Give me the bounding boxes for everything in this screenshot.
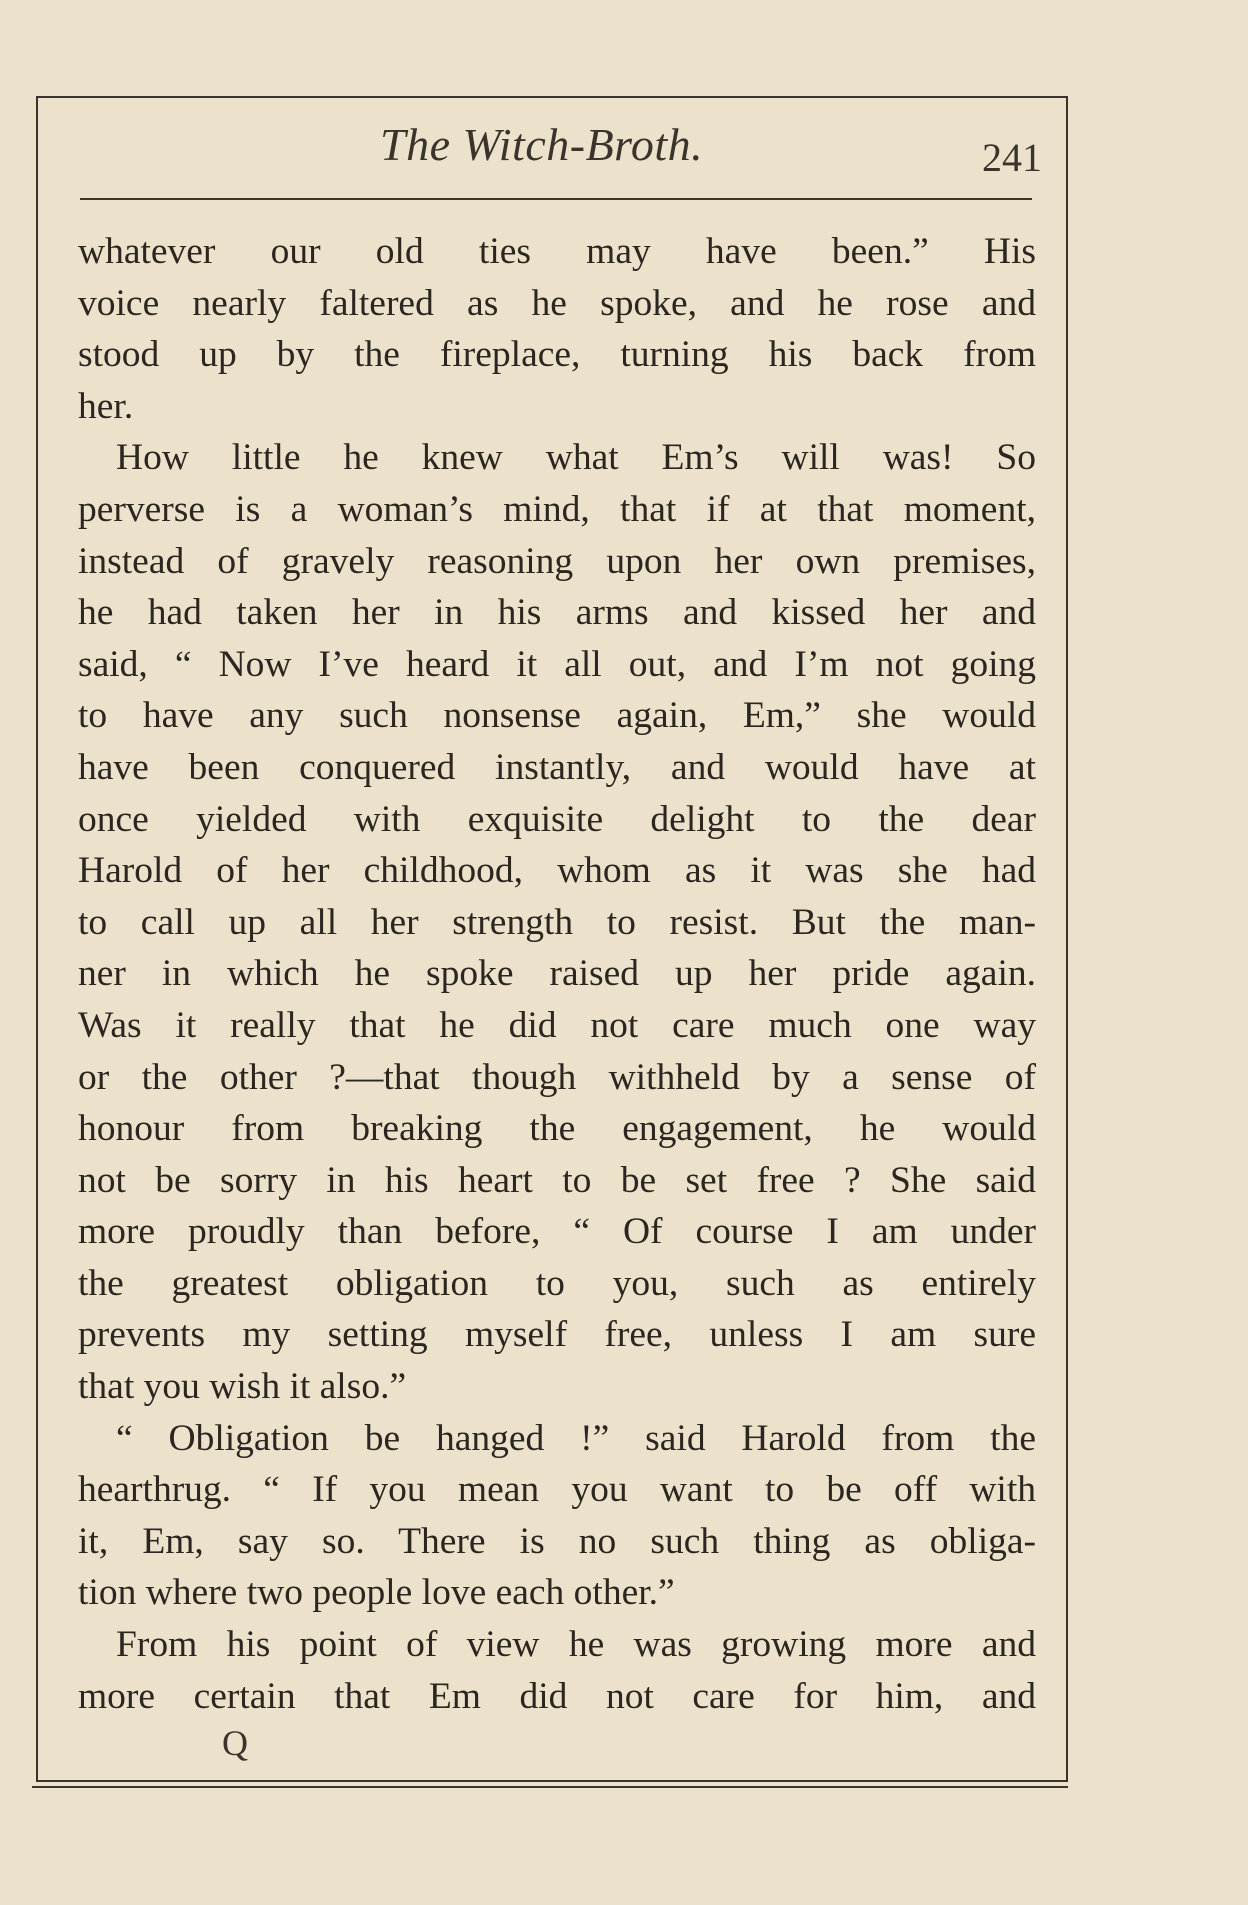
running-title: The Witch-Broth.: [380, 119, 704, 170]
text-line: said, “ Now I’ve heard it all out, and I’m not going: [78, 643, 1036, 685]
text-line: stood up by the fireplace, turning his back from: [78, 334, 1036, 376]
text-line: “ Obligation be hanged !” said Harold from the: [116, 1417, 1036, 1459]
text-line: honour from breaking the engagement, he would: [78, 1108, 1036, 1150]
text-line: perverse is a woman’s mind, that if at that moment,: [78, 488, 1036, 530]
text-line: Was it really that he did not care much one way: [78, 1004, 1036, 1046]
text-line: or the other ?—that though withheld by a sense of: [78, 1056, 1036, 1098]
text-line: once yielded with exquisite delight to the dear: [78, 798, 1036, 840]
header-rule: [80, 198, 1032, 200]
text-line: to have any such nonsense again, Em,” she would: [78, 695, 1036, 737]
running-head: [0, 118, 1248, 178]
text-line: it, Em, say so. There is no such thing as obliga-: [78, 1520, 1036, 1562]
text-line: How little he knew what Em’s will was! So: [116, 437, 1036, 479]
text-line: have been conquered instantly, and would have at: [78, 746, 1036, 788]
text-line: From his point of view he was growing more and: [116, 1624, 1036, 1666]
page-number: 241: [982, 135, 1042, 180]
text-line: Harold of her childhood, whom as it was she had: [78, 850, 1036, 892]
text-line: more certain that Em did not care for him, and: [78, 1675, 1036, 1717]
text-line: he had taken her in his arms and kissed her and: [78, 592, 1036, 634]
text-line: not be sorry in his heart to be set free ? She said: [78, 1159, 1036, 1201]
text-line: tion where two people love each other.”: [78, 1572, 675, 1614]
text-line: hearthrug. “ If you mean you want to be off with: [78, 1469, 1036, 1511]
text-line: instead of gravely reasoning upon her own premises,: [78, 540, 1036, 582]
signature-mark: Q: [222, 1723, 248, 1763]
text-line: her.: [78, 385, 134, 427]
text-line: that you wish it also.”: [78, 1366, 407, 1408]
text-line: to call up all her strength to resist. But the man-: [78, 901, 1036, 943]
text-line: whatever our old ties may have been.” His: [78, 231, 1036, 272]
text-line: the greatest obligation to you, such as entirely: [78, 1262, 1036, 1304]
text-line: voice nearly faltered as he spoke, and he rose and: [78, 282, 1036, 324]
body-text: [78, 226, 1036, 1722]
text-line: ner in which he spoke raised up her pride again.: [78, 953, 1036, 995]
text-line: more proudly than before, “ Of course I am under: [78, 1211, 1036, 1253]
text-line: prevents my setting myself free, unless I am sure: [78, 1314, 1036, 1356]
